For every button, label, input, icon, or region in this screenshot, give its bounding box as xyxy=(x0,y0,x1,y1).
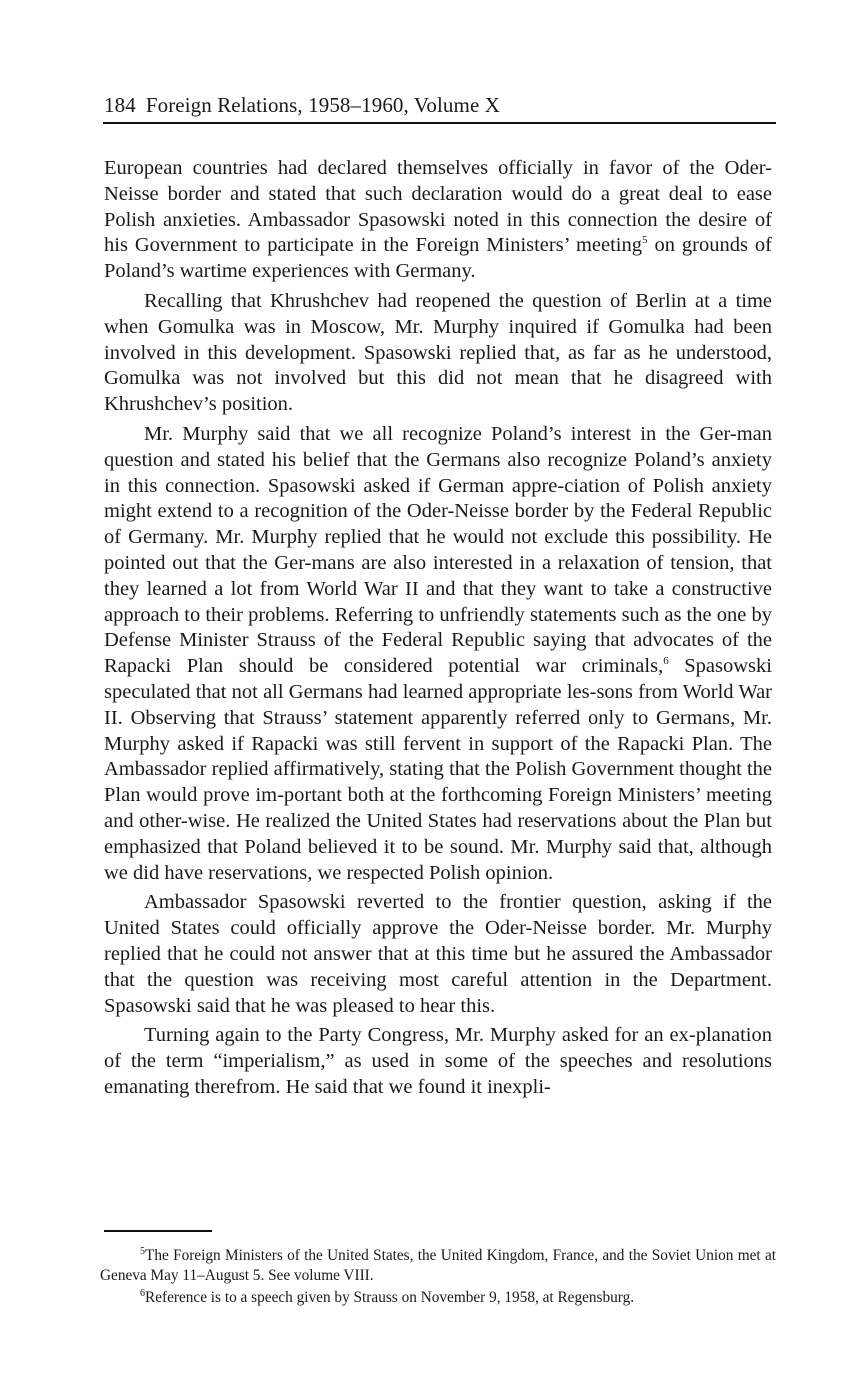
paragraph-5: Turning again to the Party Congress, Mr. Murphy asked for an ex-planation of the term “imperialism,” as used in some of the speeches and resolutions emanating therefrom. He said that we found it inexpli- xyxy=(104,1024,772,1098)
footnote-6 xyxy=(100,1288,776,1308)
footnote-ref-6: 6 xyxy=(663,655,669,668)
footnote-5 xyxy=(100,1246,776,1285)
footnote-rule xyxy=(104,1230,212,1232)
body-text xyxy=(104,156,772,1105)
page-number: 184 xyxy=(104,93,136,117)
paragraph-1 xyxy=(104,156,772,285)
footnote-6-text: Reference is to a speech given by Strauss on November 9, 1958, at Regensburg. xyxy=(145,1289,635,1306)
paragraph-3-text-cont: Spasowski speculated that not all Germans had learned appropriate les-sons from World War II. Observing that Strauss’ statement apparently referred only to Germans, Mr. Murphy asked if Rapacki was still fervent in support of the Rapacki Plan. The Ambassador replied affirmatively, stating that the Polish Government thought the Plan would prove im-portant both at the forthcoming Foreign Ministers’ meeting and other-wise. He realized the United States had reservations about the Plan but emphasized that Poland believed it to be sound. Mr. Murphy said that, although we did have reservations, we respected Polish opinion. xyxy=(104,655,772,884)
footnote-5-text: The Foreign Ministers of the United States, the United Kingdom, France, and the Soviet Union met at Geneva May 11–August 5. See volume VIII. xyxy=(100,1247,776,1284)
paragraph-4: Ambassador Spasowski reverted to the frontier question, asking if the United States could officially approve the Oder-Neisse border. Mr. Murphy replied that he could not answer that at this time but he assured the Ambassador that the question was receiving most careful attention in the Department. Spasowski said that he was pleased to hear this. xyxy=(104,891,772,1017)
paragraph-3-text: Mr. Murphy said that we all recognize Poland’s interest in the Ger-man question and stated his belief that the Germans also recognize Poland’s anxiety in this connection. Spasowski asked if German appre-ciation of Polish anxiety might extend to a recognition of the Oder-Neisse border by the Federal Republic of Germany. Mr. Murphy replied that he would not exclude this possibility. He pointed out that the Ger-mans are also interested in a relaxation of tension, that they learned a lot from World War II and that they want to take a constructive approach to their problems. Referring to unfriendly statements such as the one by Defense Minister Strauss of the Federal Republic saying that advocates of the Rapacki Plan should be considered potential war criminals, xyxy=(104,422,772,678)
footnote-6-number: 6 xyxy=(140,1288,145,1299)
paragraph-3 xyxy=(104,422,772,886)
paragraph-1-text-cont: on grounds of Poland’s wartime experiences with Germany. xyxy=(104,234,773,283)
paragraph-1-text: European countries had declared themselves officially in favor of the Oder-Neisse border and stated that such declaration would do a great deal to ease Polish anxieties. Ambassador Spasowski noted in this connection the desire of his Government to participate in the Foreign Ministers’ meeting xyxy=(104,157,772,257)
footnotes xyxy=(100,1246,776,1311)
paragraph-2: Recalling that Khrushchev had reopened the question of Berlin at a time when Gomulka was in Moscow, Mr. Murphy inquired if Gomulka had been involved in this development. Spasowski replied that, as far as he understood, Gomulka was not involved but this did not mean that he disagreed with Khrushchev’s position. xyxy=(104,289,772,416)
running-title: Foreign Relations, 1958–1960, Volume X xyxy=(145,93,500,117)
footnote-ref-5: 5 xyxy=(642,234,648,247)
footnote-5-number: 5 xyxy=(140,1246,145,1257)
running-header xyxy=(104,91,776,119)
header-rule xyxy=(103,122,776,124)
